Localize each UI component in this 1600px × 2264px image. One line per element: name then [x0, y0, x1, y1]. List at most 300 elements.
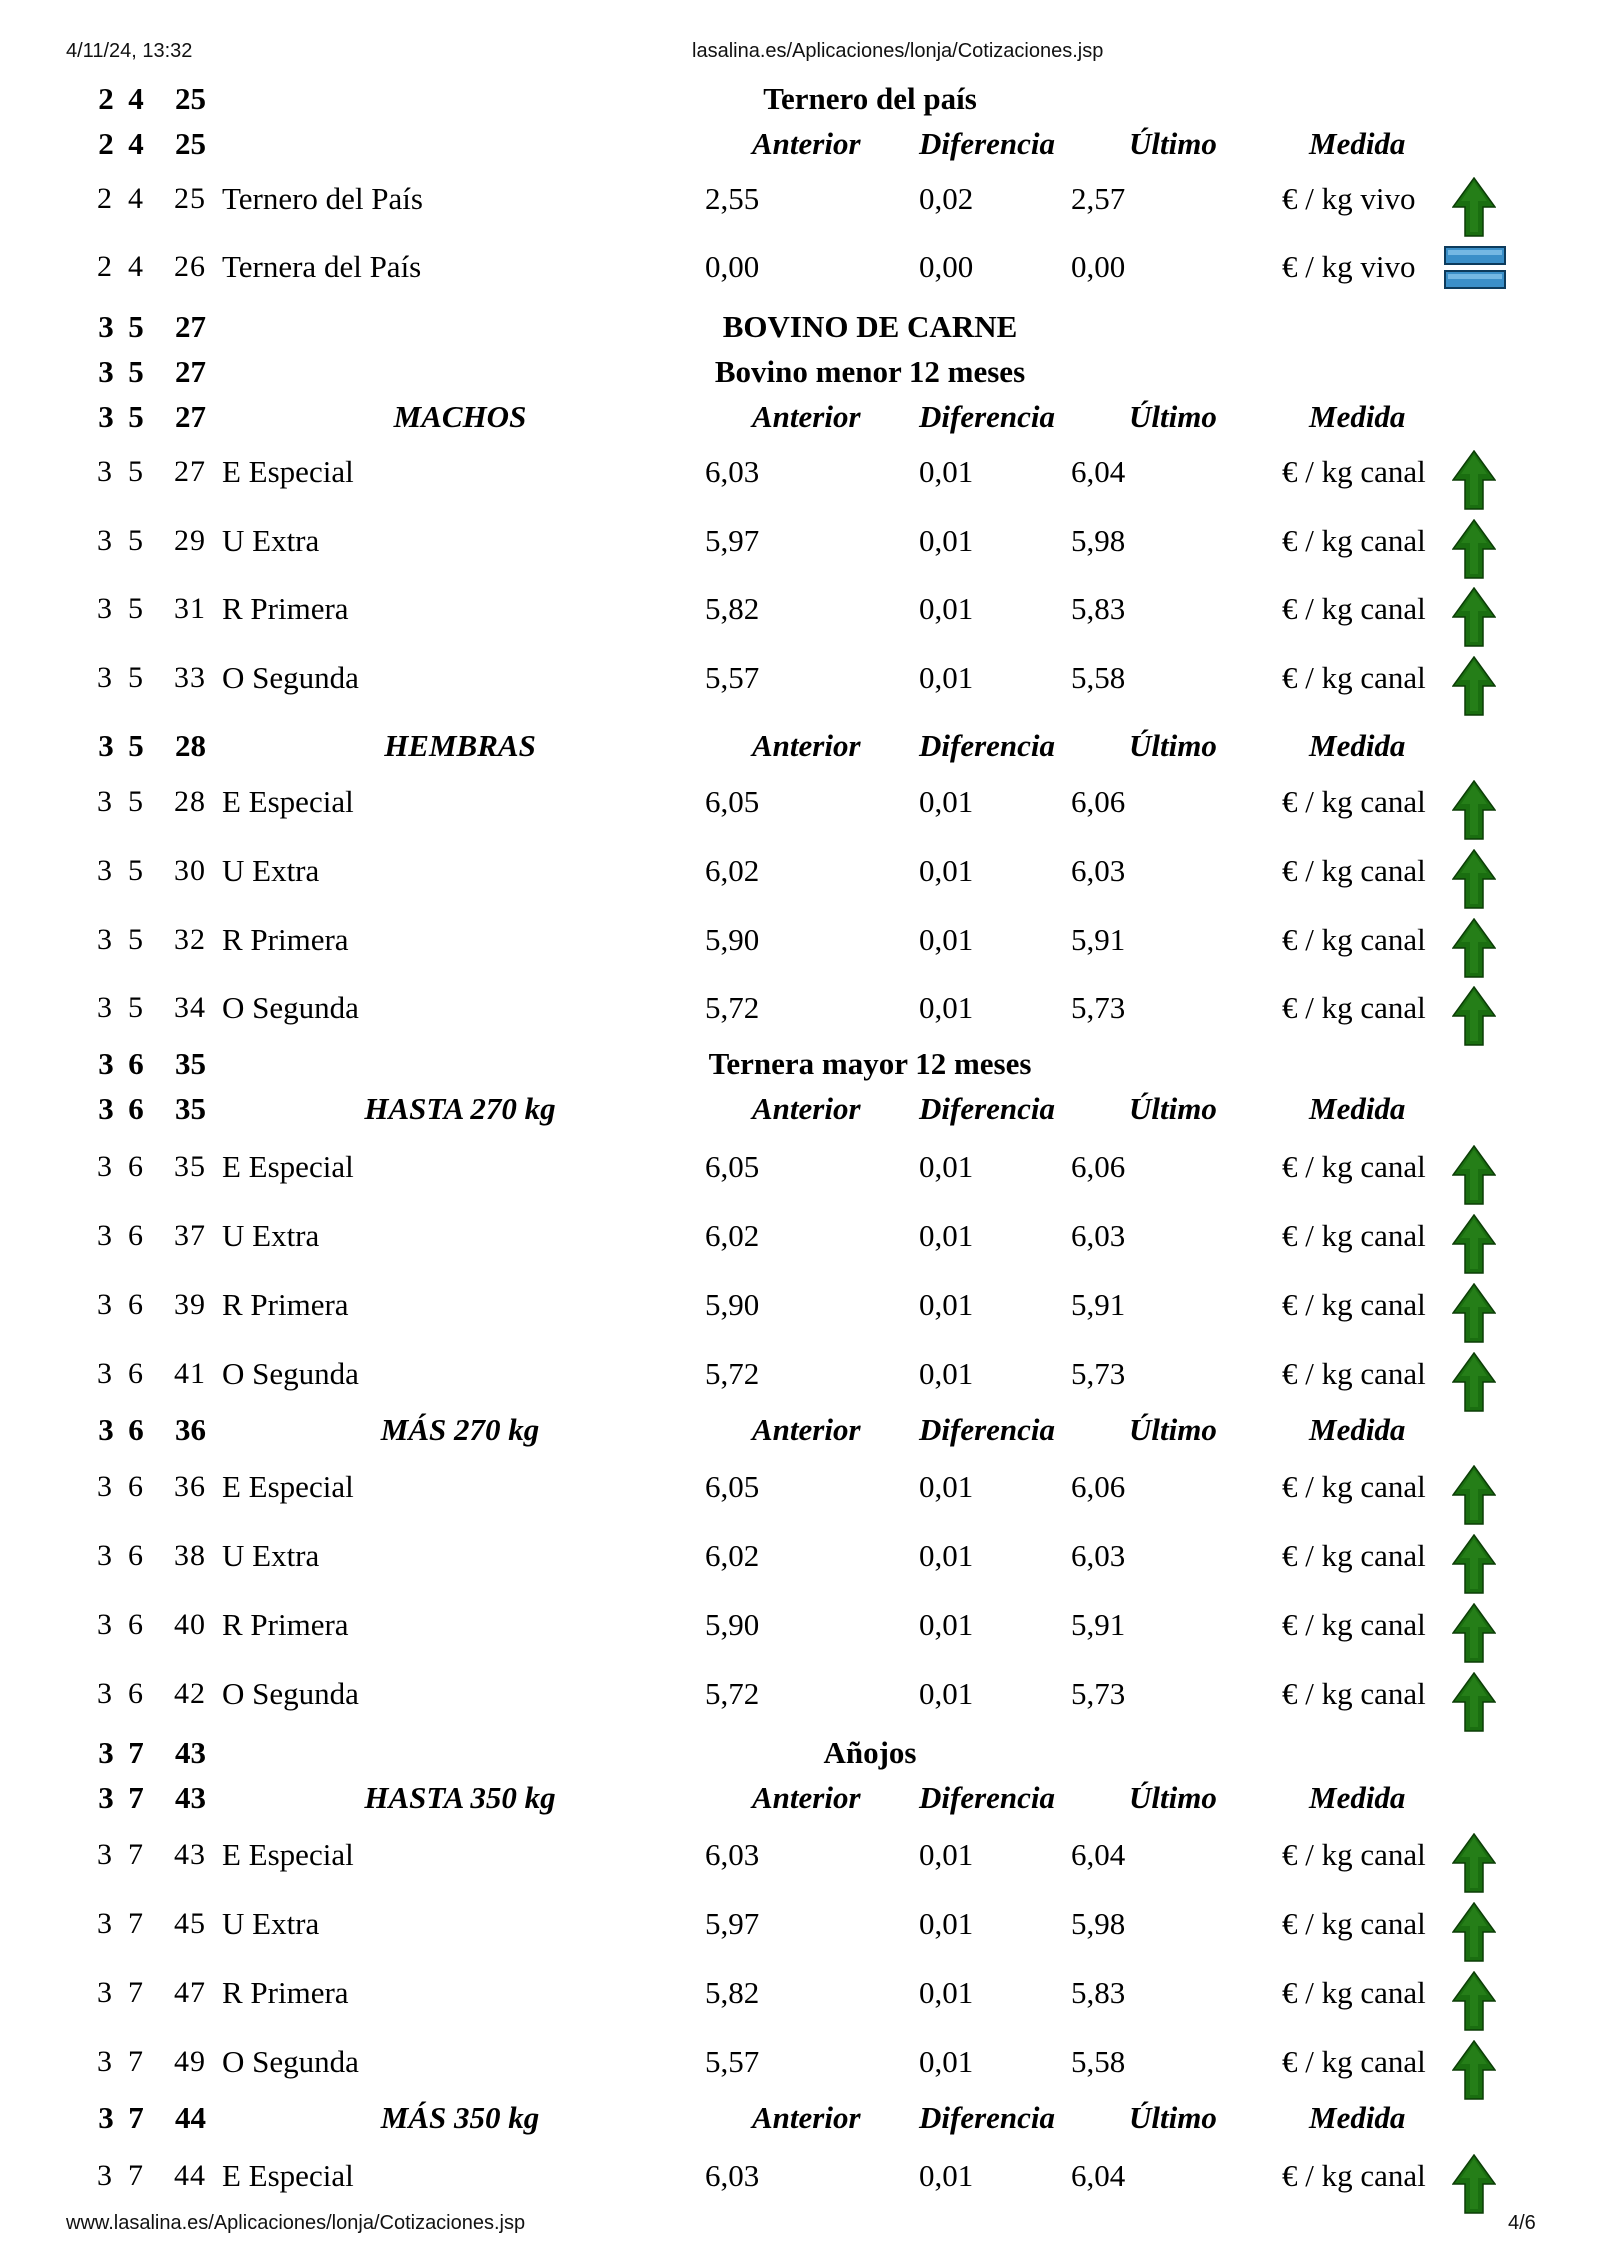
code-3: 28	[174, 785, 206, 818]
group-label: HASTA 270 kg	[364, 1091, 556, 1126]
unit-medida: € / kg canal	[1282, 1837, 1426, 1872]
code-1: 3	[98, 728, 114, 763]
item-name: Ternero del País	[222, 181, 423, 216]
value-ultimo: 6,04	[1071, 1837, 1126, 1872]
code-3: 43	[175, 1735, 206, 1770]
up-arrow-icon	[1452, 1283, 1496, 1343]
code-1: 3	[97, 991, 113, 1024]
column-header-row	[0, 1087, 1600, 1131]
item-name: O Segunda	[222, 660, 359, 695]
code-1: 3	[98, 1046, 114, 1081]
code-2: 4	[128, 250, 144, 283]
code-3: 35	[175, 1091, 206, 1126]
item-name: U Extra	[222, 523, 320, 558]
code-2: 6	[128, 1219, 144, 1252]
item-name: U Extra	[222, 1218, 320, 1253]
value-ultimo: 6,06	[1071, 784, 1126, 819]
value-diferencia: 0,01	[919, 1538, 974, 1573]
section-title-row	[0, 1731, 1600, 1775]
code-3: 42	[174, 1677, 206, 1710]
code-3: 45	[174, 1907, 206, 1940]
value-ultimo: 5,83	[1071, 591, 1126, 626]
code-3: 26	[174, 250, 206, 283]
value-anterior: 5,90	[705, 1607, 760, 1642]
value-ultimo: 5,98	[1071, 523, 1126, 558]
up-arrow-icon	[1452, 1145, 1496, 1205]
header-anterior: Anterior	[752, 1780, 861, 1815]
code-3: 40	[174, 1608, 206, 1641]
header-diferencia: Diferencia	[919, 1091, 1056, 1126]
code-1: 3	[97, 524, 113, 557]
code-3: 37	[174, 1219, 206, 1252]
code-3: 41	[174, 1357, 206, 1390]
value-ultimo: 6,03	[1071, 853, 1126, 888]
value-diferencia: 0,01	[919, 454, 974, 489]
up-arrow-icon	[1452, 1214, 1496, 1274]
code-2: 7	[128, 2159, 144, 2192]
code-3: 34	[174, 991, 206, 1024]
code-1: 3	[97, 923, 113, 956]
value-anterior: 5,97	[705, 1906, 760, 1941]
value-diferencia: 0,01	[919, 660, 974, 695]
code-2: 6	[128, 1677, 144, 1710]
header-anterior: Anterior	[752, 1412, 861, 1447]
item-name: O Segunda	[222, 2044, 359, 2079]
value-anterior: 6,05	[705, 1469, 760, 1504]
quote-row	[0, 1603, 1600, 1647]
header-diferencia: Diferencia	[919, 728, 1056, 763]
code-1: 3	[97, 785, 113, 818]
quote-row	[0, 587, 1600, 631]
code-1: 3	[98, 309, 114, 344]
header-ultimo: Último	[1129, 399, 1217, 434]
code-3: 25	[175, 81, 206, 116]
value-diferencia: 0,01	[919, 2158, 974, 2193]
column-header-row	[0, 1776, 1600, 1820]
section-title: Bovino menor 12 meses	[714, 354, 1026, 389]
code-3: 43	[175, 1780, 206, 1815]
code-2: 6	[128, 1357, 144, 1390]
code-1: 3	[97, 661, 113, 694]
print-footer-url: www.lasalina.es/Aplicaciones/lonja/Cotizaciones.jsp	[66, 2212, 526, 2234]
value-anterior: 6,03	[705, 1837, 760, 1872]
value-anterior: 0,00	[705, 249, 760, 284]
code-1: 3	[97, 1838, 113, 1871]
up-arrow-icon	[1452, 450, 1496, 510]
section-title: BOVINO DE CARNE	[722, 309, 1018, 344]
value-diferencia: 0,01	[919, 1356, 974, 1391]
group-label: HASTA 350 kg	[364, 1780, 556, 1815]
quote-row	[0, 519, 1600, 563]
quote-row	[0, 1352, 1600, 1396]
code-1: 3	[98, 1091, 114, 1126]
header-diferencia: Diferencia	[919, 126, 1056, 161]
code-2: 7	[128, 1780, 144, 1815]
code-3: 49	[174, 2045, 206, 2078]
column-header-row	[0, 1408, 1600, 1452]
quote-row	[0, 1465, 1600, 1509]
unit-medida: € / kg canal	[1282, 1287, 1426, 1322]
code-3: 44	[174, 2159, 206, 2192]
quote-row	[0, 450, 1600, 494]
code-2: 5	[128, 592, 144, 625]
code-3: 44	[175, 2100, 206, 2135]
unit-medida: € / kg canal	[1282, 922, 1426, 957]
header-ultimo: Último	[1129, 2100, 1217, 2135]
code-2: 6	[128, 1470, 144, 1503]
code-1: 3	[97, 1907, 113, 1940]
print-header-url: lasalina.es/Aplicaciones/lonja/Cotizaciones.jsp	[692, 40, 1104, 62]
header-ultimo: Último	[1129, 126, 1217, 161]
code-3: 27	[174, 455, 206, 488]
item-name: U Extra	[222, 853, 320, 888]
code-3: 29	[174, 524, 206, 557]
quote-row	[0, 849, 1600, 893]
code-2: 7	[128, 1907, 144, 1940]
item-name: O Segunda	[222, 1676, 359, 1711]
header-diferencia: Diferencia	[919, 1780, 1056, 1815]
up-arrow-icon	[1452, 587, 1496, 647]
code-2: 4	[128, 182, 144, 215]
code-1: 2	[97, 182, 113, 215]
code-2: 4	[128, 81, 144, 116]
up-arrow-icon	[1452, 1833, 1496, 1893]
item-name: E Especial	[222, 1837, 354, 1872]
value-diferencia: 0,01	[919, 1607, 974, 1642]
unit-medida: € / kg vivo	[1282, 181, 1416, 216]
header-anterior: Anterior	[752, 1091, 861, 1126]
up-arrow-icon	[1452, 1465, 1496, 1525]
header-ultimo: Último	[1129, 728, 1217, 763]
code-2: 6	[128, 1150, 144, 1183]
value-diferencia: 0,01	[919, 523, 974, 558]
code-3: 27	[175, 354, 206, 389]
value-ultimo: 5,73	[1071, 1356, 1126, 1391]
header-ultimo: Último	[1129, 1412, 1217, 1447]
code-1: 3	[98, 354, 114, 389]
header-medida: Medida	[1309, 1780, 1406, 1815]
value-diferencia: 0,01	[919, 1287, 974, 1322]
code-2: 6	[128, 1046, 144, 1081]
value-ultimo: 6,04	[1071, 2158, 1126, 2193]
header-ultimo: Último	[1129, 1091, 1217, 1126]
code-2: 5	[128, 728, 144, 763]
up-arrow-icon	[1452, 986, 1496, 1046]
column-header-row	[0, 2096, 1600, 2140]
unit-medida: € / kg canal	[1282, 1356, 1426, 1391]
value-ultimo: 5,91	[1071, 1287, 1126, 1322]
code-3: 36	[174, 1470, 206, 1503]
value-ultimo: 5,58	[1071, 2044, 1126, 2079]
section-title-row	[0, 1042, 1600, 1086]
header-medida: Medida	[1309, 126, 1406, 161]
item-name: R Primera	[222, 1287, 349, 1322]
code-3: 32	[174, 923, 206, 956]
code-1: 3	[98, 1780, 114, 1815]
code-2: 7	[128, 1976, 144, 2009]
value-diferencia: 0,01	[919, 784, 974, 819]
code-2: 7	[128, 2045, 144, 2078]
item-name: E Especial	[222, 784, 354, 819]
header-anterior: Anterior	[752, 126, 861, 161]
value-ultimo: 5,73	[1071, 990, 1126, 1025]
unit-medida: € / kg canal	[1282, 591, 1426, 626]
quote-row	[0, 1534, 1600, 1578]
code-1: 3	[97, 1976, 113, 2009]
value-diferencia: 0,01	[919, 1676, 974, 1711]
value-ultimo: 0,00	[1071, 249, 1126, 284]
code-1: 3	[97, 1357, 113, 1390]
code-2: 7	[128, 1838, 144, 1871]
value-diferencia: 0,02	[919, 181, 974, 216]
code-3: 25	[174, 182, 206, 215]
code-2: 7	[128, 2100, 144, 2135]
code-3: 25	[175, 126, 206, 161]
header-diferencia: Diferencia	[919, 2100, 1056, 2135]
value-diferencia: 0,01	[919, 922, 974, 957]
code-1: 3	[97, 2159, 113, 2192]
group-label: MACHOS	[393, 399, 527, 434]
item-name: U Extra	[222, 1538, 320, 1573]
value-ultimo: 5,73	[1071, 1676, 1126, 1711]
code-1: 3	[97, 1288, 113, 1321]
value-diferencia: 0,01	[919, 2044, 974, 2079]
quote-row	[0, 2154, 1600, 2198]
unit-medida: € / kg vivo	[1282, 249, 1416, 284]
code-1: 3	[97, 1608, 113, 1641]
item-name: O Segunda	[222, 1356, 359, 1391]
item-name: R Primera	[222, 922, 349, 957]
code-1: 3	[98, 2100, 114, 2135]
up-arrow-icon	[1452, 177, 1496, 237]
value-anterior: 6,03	[705, 2158, 760, 2193]
code-1: 3	[97, 854, 113, 887]
value-ultimo: 6,03	[1071, 1538, 1126, 1573]
item-name: Ternera del País	[222, 249, 422, 284]
code-2: 5	[128, 854, 144, 887]
unit-medida: € / kg canal	[1282, 1607, 1426, 1642]
value-ultimo: 6,06	[1071, 1149, 1126, 1184]
quote-row	[0, 1214, 1600, 1258]
code-2: 5	[128, 991, 144, 1024]
quote-row	[0, 986, 1600, 1030]
code-3: 43	[174, 1838, 206, 1871]
value-anterior: 5,72	[705, 990, 760, 1025]
code-2: 5	[128, 354, 144, 389]
code-1: 3	[98, 1735, 114, 1770]
value-anterior: 5,90	[705, 922, 760, 957]
value-anterior: 5,57	[705, 660, 760, 695]
up-arrow-icon	[1452, 1672, 1496, 1732]
item-name: E Especial	[222, 1149, 354, 1184]
code-2: 5	[128, 661, 144, 694]
value-ultimo: 5,91	[1071, 1607, 1126, 1642]
value-ultimo: 2,57	[1071, 181, 1126, 216]
value-anterior: 5,90	[705, 1287, 760, 1322]
code-1: 2	[98, 126, 114, 161]
header-ultimo: Último	[1129, 1780, 1217, 1815]
code-1: 3	[98, 1412, 114, 1447]
unit-medida: € / kg canal	[1282, 1538, 1426, 1573]
value-anterior: 5,72	[705, 1676, 760, 1711]
code-3: 47	[174, 1976, 206, 2009]
value-ultimo: 5,91	[1071, 922, 1126, 957]
column-header-row	[0, 724, 1600, 768]
value-anterior: 6,05	[705, 784, 760, 819]
item-name: R Primera	[222, 1607, 349, 1642]
quote-row	[0, 2040, 1600, 2084]
value-diferencia: 0,01	[919, 1218, 974, 1253]
code-1: 2	[97, 250, 113, 283]
quote-row	[0, 656, 1600, 700]
code-2: 6	[128, 1091, 144, 1126]
value-anterior: 6,02	[705, 1538, 760, 1573]
item-name: E Especial	[222, 454, 354, 489]
unit-medida: € / kg canal	[1282, 1218, 1426, 1253]
item-name: U Extra	[222, 1906, 320, 1941]
quote-row	[0, 918, 1600, 962]
header-medida: Medida	[1309, 399, 1406, 434]
code-3: 27	[175, 309, 206, 344]
unit-medida: € / kg canal	[1282, 990, 1426, 1025]
header-medida: Medida	[1309, 2100, 1406, 2135]
item-name: R Primera	[222, 1975, 349, 2010]
code-1: 3	[97, 1219, 113, 1252]
value-diferencia: 0,01	[919, 1837, 974, 1872]
header-diferencia: Diferencia	[919, 1412, 1056, 1447]
value-anterior: 5,57	[705, 2044, 760, 2079]
item-name: R Primera	[222, 591, 349, 626]
up-arrow-icon	[1452, 656, 1496, 716]
quote-row	[0, 1902, 1600, 1946]
code-2: 5	[128, 785, 144, 818]
up-arrow-icon	[1452, 2040, 1496, 2100]
print-header-datetime: 4/11/24, 13:32	[66, 40, 193, 62]
header-medida: Medida	[1309, 728, 1406, 763]
unit-medida: € / kg canal	[1282, 1906, 1426, 1941]
value-diferencia: 0,01	[919, 1975, 974, 2010]
value-anterior: 5,97	[705, 523, 760, 558]
section-title: Ternero del país	[763, 81, 977, 116]
up-arrow-icon	[1452, 1352, 1496, 1412]
value-ultimo: 6,06	[1071, 1469, 1126, 1504]
group-label: MÁS 350 kg	[380, 2100, 540, 2135]
value-ultimo: 5,58	[1071, 660, 1126, 695]
section-title: Ternera mayor 12 meses	[708, 1046, 1032, 1081]
code-2: 5	[128, 399, 144, 434]
item-name: E Especial	[222, 1469, 354, 1504]
unit-medida: € / kg canal	[1282, 523, 1426, 558]
unit-medida: € / kg canal	[1282, 454, 1426, 489]
unit-medida: € / kg canal	[1282, 1469, 1426, 1504]
header-medida: Medida	[1309, 1091, 1406, 1126]
value-anterior: 2,55	[705, 181, 760, 216]
code-1: 3	[97, 1677, 113, 1710]
code-2: 6	[128, 1608, 144, 1641]
code-1: 3	[97, 455, 113, 488]
section-title-row	[0, 350, 1600, 394]
up-arrow-icon	[1452, 849, 1496, 909]
value-ultimo: 5,98	[1071, 1906, 1126, 1941]
code-3: 36	[175, 1412, 206, 1447]
unit-medida: € / kg canal	[1282, 784, 1426, 819]
value-diferencia: 0,01	[919, 990, 974, 1025]
quote-row	[0, 1672, 1600, 1716]
value-diferencia: 0,01	[919, 1906, 974, 1941]
header-anterior: Anterior	[752, 399, 861, 434]
value-diferencia: 0,01	[919, 1469, 974, 1504]
code-1: 3	[97, 1470, 113, 1503]
unit-medida: € / kg canal	[1282, 1149, 1426, 1184]
code-2: 6	[128, 1288, 144, 1321]
value-ultimo: 6,04	[1071, 454, 1126, 489]
code-2: 4	[128, 126, 144, 161]
quote-row	[0, 780, 1600, 824]
code-3: 31	[174, 592, 206, 625]
quote-row	[0, 1145, 1600, 1189]
print-footer-page: 4/6	[1508, 2212, 1536, 2234]
up-arrow-icon	[1452, 1971, 1496, 2031]
unit-medida: € / kg canal	[1282, 853, 1426, 888]
section-title-row	[0, 77, 1600, 121]
value-diferencia: 0,01	[919, 853, 974, 888]
quote-row	[0, 1283, 1600, 1327]
header-diferencia: Diferencia	[919, 399, 1056, 434]
value-anterior: 5,82	[705, 591, 760, 626]
code-3: 33	[174, 661, 206, 694]
code-1: 3	[97, 2045, 113, 2078]
code-3: 35	[174, 1150, 206, 1183]
unit-medida: € / kg canal	[1282, 2158, 1426, 2193]
up-arrow-icon	[1452, 1603, 1496, 1663]
code-1: 3	[97, 1539, 113, 1572]
section-title-row	[0, 305, 1600, 349]
value-diferencia: 0,01	[919, 1149, 974, 1184]
column-header-row	[0, 122, 1600, 166]
group-label: HEMBRAS	[384, 728, 536, 763]
header-anterior: Anterior	[752, 2100, 861, 2135]
code-2: 5	[128, 455, 144, 488]
code-1: 3	[98, 399, 114, 434]
code-3: 28	[175, 728, 206, 763]
equal-icon	[1444, 245, 1506, 291]
quote-row	[0, 1971, 1600, 2015]
code-2: 7	[128, 1735, 144, 1770]
code-3: 30	[174, 854, 206, 887]
column-header-row	[0, 395, 1600, 439]
quote-row	[0, 1833, 1600, 1877]
code-2: 6	[128, 1539, 144, 1572]
up-arrow-icon	[1452, 2154, 1496, 2214]
code-3: 35	[175, 1046, 206, 1081]
code-3: 39	[174, 1288, 206, 1321]
unit-medida: € / kg canal	[1282, 1676, 1426, 1711]
item-name: E Especial	[222, 2158, 354, 2193]
up-arrow-icon	[1452, 1902, 1496, 1962]
code-1: 3	[97, 592, 113, 625]
header-medida: Medida	[1309, 1412, 1406, 1447]
code-3: 38	[174, 1539, 206, 1572]
unit-medida: € / kg canal	[1282, 660, 1426, 695]
value-anterior: 6,02	[705, 1218, 760, 1253]
value-anterior: 5,82	[705, 1975, 760, 2010]
header-anterior: Anterior	[752, 728, 861, 763]
value-ultimo: 5,83	[1071, 1975, 1126, 2010]
code-3: 27	[175, 399, 206, 434]
value-diferencia: 0,00	[919, 249, 974, 284]
quote-row	[0, 177, 1600, 221]
unit-medida: € / kg canal	[1282, 1975, 1426, 2010]
